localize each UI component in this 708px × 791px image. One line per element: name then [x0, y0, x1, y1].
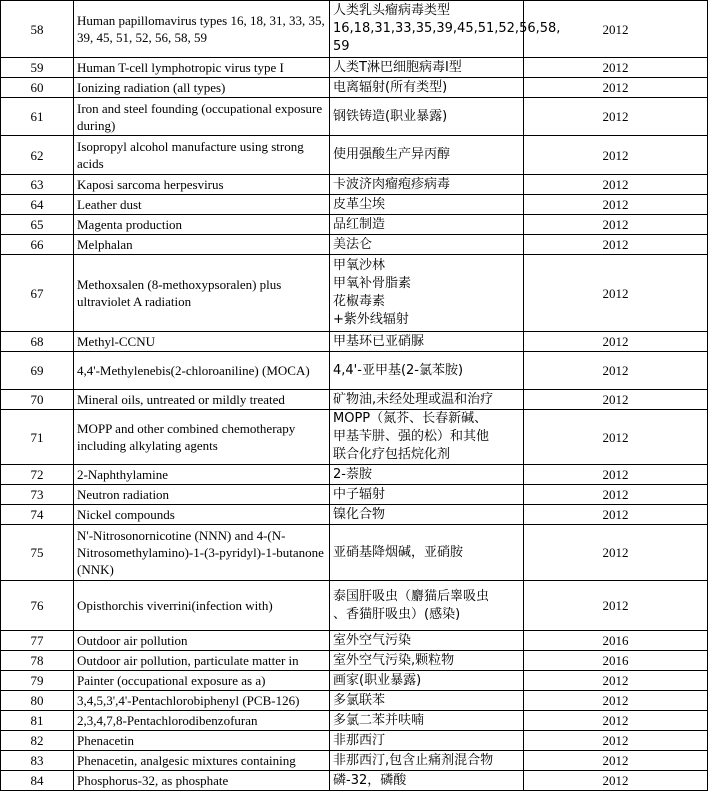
row-number: 70	[1, 390, 74, 410]
row-number: 63	[1, 175, 74, 195]
table-row	[1, 332, 708, 352]
row-number: 69	[1, 352, 74, 390]
year-cell: 2012	[524, 581, 708, 631]
year-cell: 2012	[524, 390, 708, 410]
table-body	[1, 1, 708, 791]
chinese-name: 多氯二苯并呋喃	[330, 711, 524, 731]
year-cell: 2012	[524, 255, 708, 332]
year-cell: 2012	[524, 215, 708, 235]
chinese-name: 室外空气污染	[330, 631, 524, 651]
row-number: 60	[1, 78, 74, 98]
chinese-name: 亚硝基降烟碱，亚硝胺	[330, 525, 524, 581]
row-number: 62	[1, 136, 74, 175]
table-row	[1, 525, 708, 581]
year-cell: 2012	[524, 465, 708, 485]
english-name: Magenta production	[74, 215, 330, 235]
year-cell: 2012	[524, 771, 708, 791]
year-cell: 2016	[524, 651, 708, 671]
table-row	[1, 195, 708, 215]
chinese-name: MOPP（氮芥、长春新碱、 甲基苄肼、强的松）和其他 联合化疗包括烷化剂	[330, 410, 524, 465]
row-number: 83	[1, 751, 74, 771]
table-row	[1, 465, 708, 485]
chinese-name: 甲基环已亚硝脲	[330, 332, 524, 352]
year-cell: 2016	[524, 631, 708, 651]
year-cell: 2012	[524, 731, 708, 751]
year-cell: 2012	[524, 671, 708, 691]
row-number: 67	[1, 255, 74, 332]
table-row	[1, 98, 708, 136]
table-row	[1, 136, 708, 175]
english-name: Phosphorus-32, as phosphate	[74, 771, 330, 791]
row-number: 58	[1, 1, 74, 58]
table-row	[1, 58, 708, 78]
chinese-name: 非那西汀	[330, 731, 524, 751]
table-row	[1, 390, 708, 410]
row-number: 61	[1, 98, 74, 136]
table-row	[1, 711, 708, 731]
table-row	[1, 485, 708, 505]
row-number: 76	[1, 581, 74, 631]
english-name: Iron and steel founding (occupational exposure during)	[74, 98, 330, 136]
english-name: Methyl-CCNU	[74, 332, 330, 352]
english-name: Phenacetin, analgesic mixtures containing	[74, 751, 330, 771]
english-name: Phenacetin	[74, 731, 330, 751]
chinese-name: 室外空气污染,颗粒物	[330, 651, 524, 671]
english-name: 4,4'-Methylenebis(2-chloroaniline) (MOCA)	[74, 352, 330, 390]
table-row	[1, 631, 708, 651]
table-row	[1, 215, 708, 235]
row-number: 78	[1, 651, 74, 671]
year-cell: 2012	[524, 691, 708, 711]
table-row	[1, 691, 708, 711]
chinese-name: 品红制造	[330, 215, 524, 235]
english-name: Mineral oils, untreated or mildly treated	[74, 390, 330, 410]
table-row	[1, 581, 708, 631]
chinese-name: 中子辐射	[330, 485, 524, 505]
chinese-name: 甲氧沙林 甲氧补骨脂素 花椒毒素 +紫外线辐射	[330, 255, 524, 332]
year-cell: 2012	[524, 195, 708, 215]
year-cell: 2012	[524, 98, 708, 136]
year-cell: 2012	[524, 525, 708, 581]
year-cell: 2012	[524, 485, 708, 505]
english-name: MOPP and other combined chemotherapy including alkylating agents	[74, 410, 330, 465]
row-number: 74	[1, 505, 74, 525]
chinese-name: 磷-32，磷酸	[330, 771, 524, 791]
row-number: 84	[1, 771, 74, 791]
row-number: 64	[1, 195, 74, 215]
year-cell: 2012	[524, 505, 708, 525]
english-name: Kaposi sarcoma herpesvirus	[74, 175, 330, 195]
year-cell: 2012	[524, 410, 708, 465]
table-row	[1, 771, 708, 791]
year-cell: 2012	[524, 1, 708, 58]
table-row	[1, 410, 708, 465]
year-cell: 2012	[524, 175, 708, 195]
english-name: Leather dust	[74, 195, 330, 215]
table-row	[1, 651, 708, 671]
english-name: Melphalan	[74, 235, 330, 255]
row-number: 82	[1, 731, 74, 751]
english-name: Isopropyl alcohol manufacture using strong acids	[74, 136, 330, 175]
english-name: N'-Nitrosonornicotine (NNN) and 4-(N-Nitrosomethylamino)-1-(3-pyridyl)-1-butanone (NNK)	[74, 525, 330, 581]
table-row	[1, 731, 708, 751]
chinese-name: 卡波济肉瘤疱疹病毒	[330, 175, 524, 195]
row-number: 81	[1, 711, 74, 731]
row-number: 66	[1, 235, 74, 255]
row-number: 71	[1, 410, 74, 465]
year-cell: 2012	[524, 78, 708, 98]
row-number: 72	[1, 465, 74, 485]
chinese-name: 皮革尘埃	[330, 195, 524, 215]
english-name: Methoxsalen (8-methoxypsoralen) plus ultraviolet A radiation	[74, 255, 330, 332]
table-row	[1, 78, 708, 98]
row-number: 73	[1, 485, 74, 505]
chinese-name: 使用强酸生产异丙醇	[330, 136, 524, 175]
row-number: 59	[1, 58, 74, 78]
year-cell: 2012	[524, 235, 708, 255]
chinese-name: 人类T淋巴细胞病毒I型	[330, 58, 524, 78]
chinese-name: 矿物油,未经处理或温和治疗	[330, 390, 524, 410]
table-row	[1, 751, 708, 771]
year-cell: 2012	[524, 751, 708, 771]
english-name: Ionizing radiation (all types)	[74, 78, 330, 98]
english-name: Human papillomavirus types 16, 18, 31, 33, 35, 39, 45, 51, 52, 56, 58, 59	[74, 1, 330, 58]
english-name: Outdoor air pollution	[74, 631, 330, 651]
row-number: 75	[1, 525, 74, 581]
english-name: Nickel compounds	[74, 505, 330, 525]
english-name: 2,3,4,7,8-Pentachlorodibenzofuran	[74, 711, 330, 731]
chinese-name: 电离辐射(所有类型)	[330, 78, 524, 98]
row-number: 77	[1, 631, 74, 651]
chinese-name: 非那西汀,包含止痛剂混合物	[330, 751, 524, 771]
chinese-name: 人类乳头瘤病毒类型 16,18,31,33,35,39,45,51,52,56,58, 59	[330, 1, 524, 58]
chinese-name: 4,4'-亚甲基(2-氯苯胺)	[330, 352, 524, 390]
table-row	[1, 505, 708, 525]
row-number: 79	[1, 671, 74, 691]
year-cell: 2012	[524, 58, 708, 78]
english-name: Outdoor air pollution, particulate matter in	[74, 651, 330, 671]
english-name: Opisthorchis viverrini(infection with)	[74, 581, 330, 631]
chinese-name: 画家(职业暴露)	[330, 671, 524, 691]
chinese-name: 钢铁铸造(职业暴露)	[330, 98, 524, 136]
english-name: Painter (occupational exposure as a)	[74, 671, 330, 691]
table-row	[1, 671, 708, 691]
table-row	[1, 1, 708, 58]
year-cell: 2012	[524, 332, 708, 352]
table-row	[1, 255, 708, 332]
english-name: 3,4,5,3',4'-Pentachlorobiphenyl (PCB-126)	[74, 691, 330, 711]
english-name: Human T-cell lymphotropic virus type I	[74, 58, 330, 78]
row-number: 68	[1, 332, 74, 352]
chinese-name: 美法仑	[330, 235, 524, 255]
chinese-name: 镍化合物	[330, 505, 524, 525]
year-cell: 2012	[524, 711, 708, 731]
row-number: 80	[1, 691, 74, 711]
table-row	[1, 175, 708, 195]
table-row	[1, 352, 708, 390]
row-number: 65	[1, 215, 74, 235]
year-cell: 2012	[524, 136, 708, 175]
chinese-name: 2-萘胺	[330, 465, 524, 485]
chinese-name: 多氯联苯	[330, 691, 524, 711]
english-name: 2-Naphthylamine	[74, 465, 330, 485]
english-name: Neutron radiation	[74, 485, 330, 505]
table-row	[1, 235, 708, 255]
chinese-name: 泰国肝吸虫（麝猫后睾吸虫 、香猫肝吸虫）(感染)	[330, 581, 524, 631]
year-cell: 2012	[524, 352, 708, 390]
